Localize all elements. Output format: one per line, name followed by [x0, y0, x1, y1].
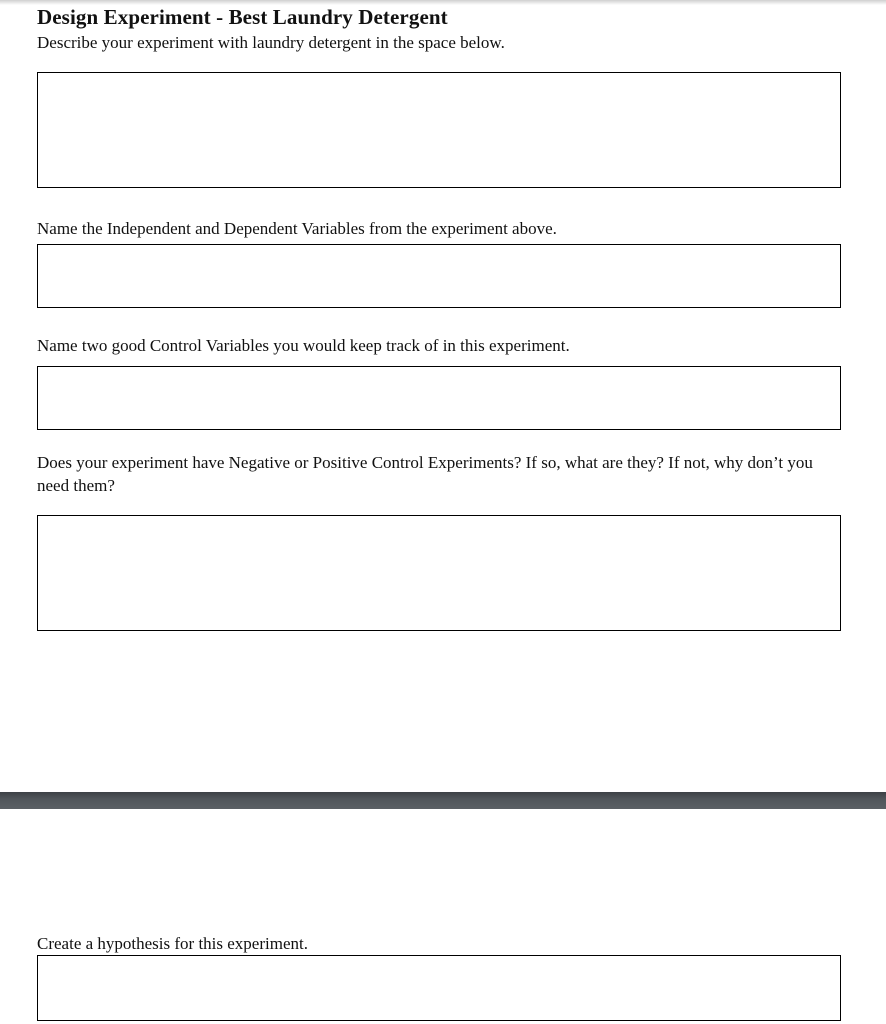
control-variables-prompt: Name two good Control Variables you would keep track of in this experiment.: [37, 336, 570, 355]
hypothesis-prompt: Create a hypothesis for this experiment.: [37, 934, 308, 953]
hypothesis-answer-box[interactable]: [37, 955, 841, 1021]
experiment-description-prompt: Describe your experiment with laundry detergent in the space below.: [37, 33, 505, 52]
control-experiments-prompt: Does your experiment have Negative or Positive Control Experiments? If so, what are they? If not, why don’t you need them?: [37, 453, 813, 495]
variables-answer-box[interactable]: [37, 244, 841, 308]
control-experiments-answer-box[interactable]: [37, 515, 841, 631]
worksheet-title: Design Experiment - Best Laundry Detergent: [37, 5, 448, 29]
control-variables-answer-box[interactable]: [37, 366, 841, 430]
worksheet-page-2: [0, 809, 886, 1024]
page-separator: [0, 792, 886, 809]
experiment-description-box[interactable]: [37, 72, 841, 188]
variables-prompt: Name the Independent and Dependent Variables from the experiment above.: [37, 219, 557, 238]
